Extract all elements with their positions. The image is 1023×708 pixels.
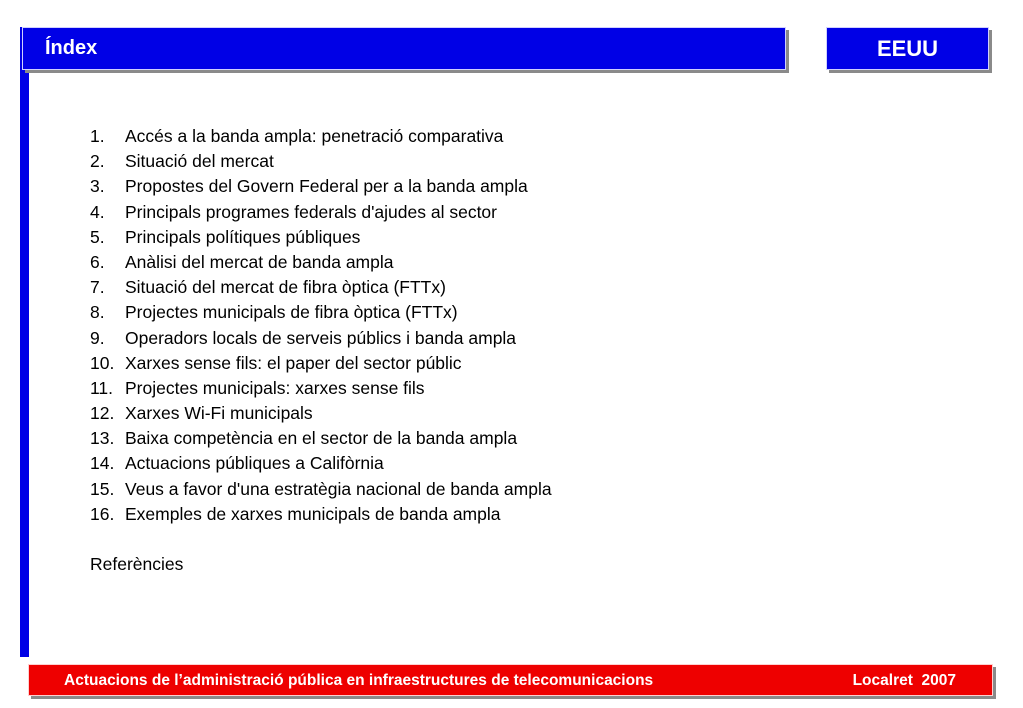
index-item-text: Principals polítiques públiques xyxy=(125,226,361,247)
index-item xyxy=(90,300,552,325)
index-item-text: Xarxes sense fils: el paper del sector públic xyxy=(125,352,462,373)
index-item-number: 8. xyxy=(90,302,105,323)
index-item-text: Anàlisi del mercat de banda ampla xyxy=(125,251,394,272)
footer-title: Actuacions de l’administració pública en infraestructures de telecomunicacions xyxy=(64,672,654,689)
index-item-number: 10. xyxy=(90,352,115,373)
references-label: Referències xyxy=(90,554,184,574)
index-item xyxy=(90,250,552,275)
index-item xyxy=(90,351,552,376)
index-item-text: Projectes municipals de fibra òptica (FTTx) xyxy=(125,302,458,323)
index-item-number: 7. xyxy=(90,277,105,298)
index-item-text: Actuacions públiques a Califòrnia xyxy=(125,453,384,474)
index-item xyxy=(90,200,552,225)
index-item xyxy=(90,426,552,451)
index-item-text: Principals programes federals d'ajudes al sector xyxy=(125,201,497,222)
index-item xyxy=(90,124,552,149)
index-item-number: 15. xyxy=(90,478,115,499)
index-item-text: Xarxes Wi-Fi municipals xyxy=(125,403,313,424)
index-item-text: Veus a favor d'una estratègia nacional de banda ampla xyxy=(125,478,552,499)
index-item xyxy=(90,451,552,476)
title-bar xyxy=(22,27,786,70)
index-item-number: 3. xyxy=(90,176,105,197)
slide-title: Índex xyxy=(45,37,98,59)
left-accent-rule xyxy=(20,27,29,657)
index-item xyxy=(90,149,552,174)
index-item-number: 1. xyxy=(90,126,105,146)
index-item xyxy=(90,376,552,401)
index-item xyxy=(90,174,552,199)
index-item-number: 14. xyxy=(90,453,115,474)
index-item-text: Accés a la banda ampla: penetració comparativa xyxy=(125,126,504,146)
country-badge: EEUU xyxy=(826,27,989,70)
footer-bar xyxy=(28,664,993,696)
index-item-number: 5. xyxy=(90,226,105,247)
index-item-number: 9. xyxy=(90,327,105,348)
index-item-number: 2. xyxy=(90,151,105,172)
index-item-number: 13. xyxy=(90,428,115,449)
index-item xyxy=(90,502,552,527)
index-item-text: Operadors locals de serveis públics i banda ampla xyxy=(125,327,517,348)
index-item-text: Situació del mercat xyxy=(125,151,274,172)
index-item-number: 16. xyxy=(90,503,115,524)
index-item xyxy=(90,225,552,250)
footer-credit: Localret 2007 xyxy=(852,672,956,689)
index-item-text: Situació del mercat de fibra òptica (FTTx) xyxy=(125,277,446,298)
index-item-number: 12. xyxy=(90,403,115,424)
index-item-number: 6. xyxy=(90,251,105,272)
index-item-text: Exemples de xarxes municipals de banda ampla xyxy=(125,503,501,524)
index-item-text: Projectes municipals: xarxes sense fils xyxy=(125,377,425,398)
index-item-text: Propostes del Govern Federal per a la banda ampla xyxy=(125,176,528,197)
index-item xyxy=(90,275,552,300)
index-item xyxy=(90,326,552,351)
index-item-number: 4. xyxy=(90,201,105,222)
index-item-number: 11. xyxy=(90,377,114,398)
index-list xyxy=(90,124,552,527)
index-item xyxy=(90,401,552,426)
index-item-text: Baixa competència en el sector de la banda ampla xyxy=(125,428,518,449)
index-item xyxy=(90,477,552,502)
